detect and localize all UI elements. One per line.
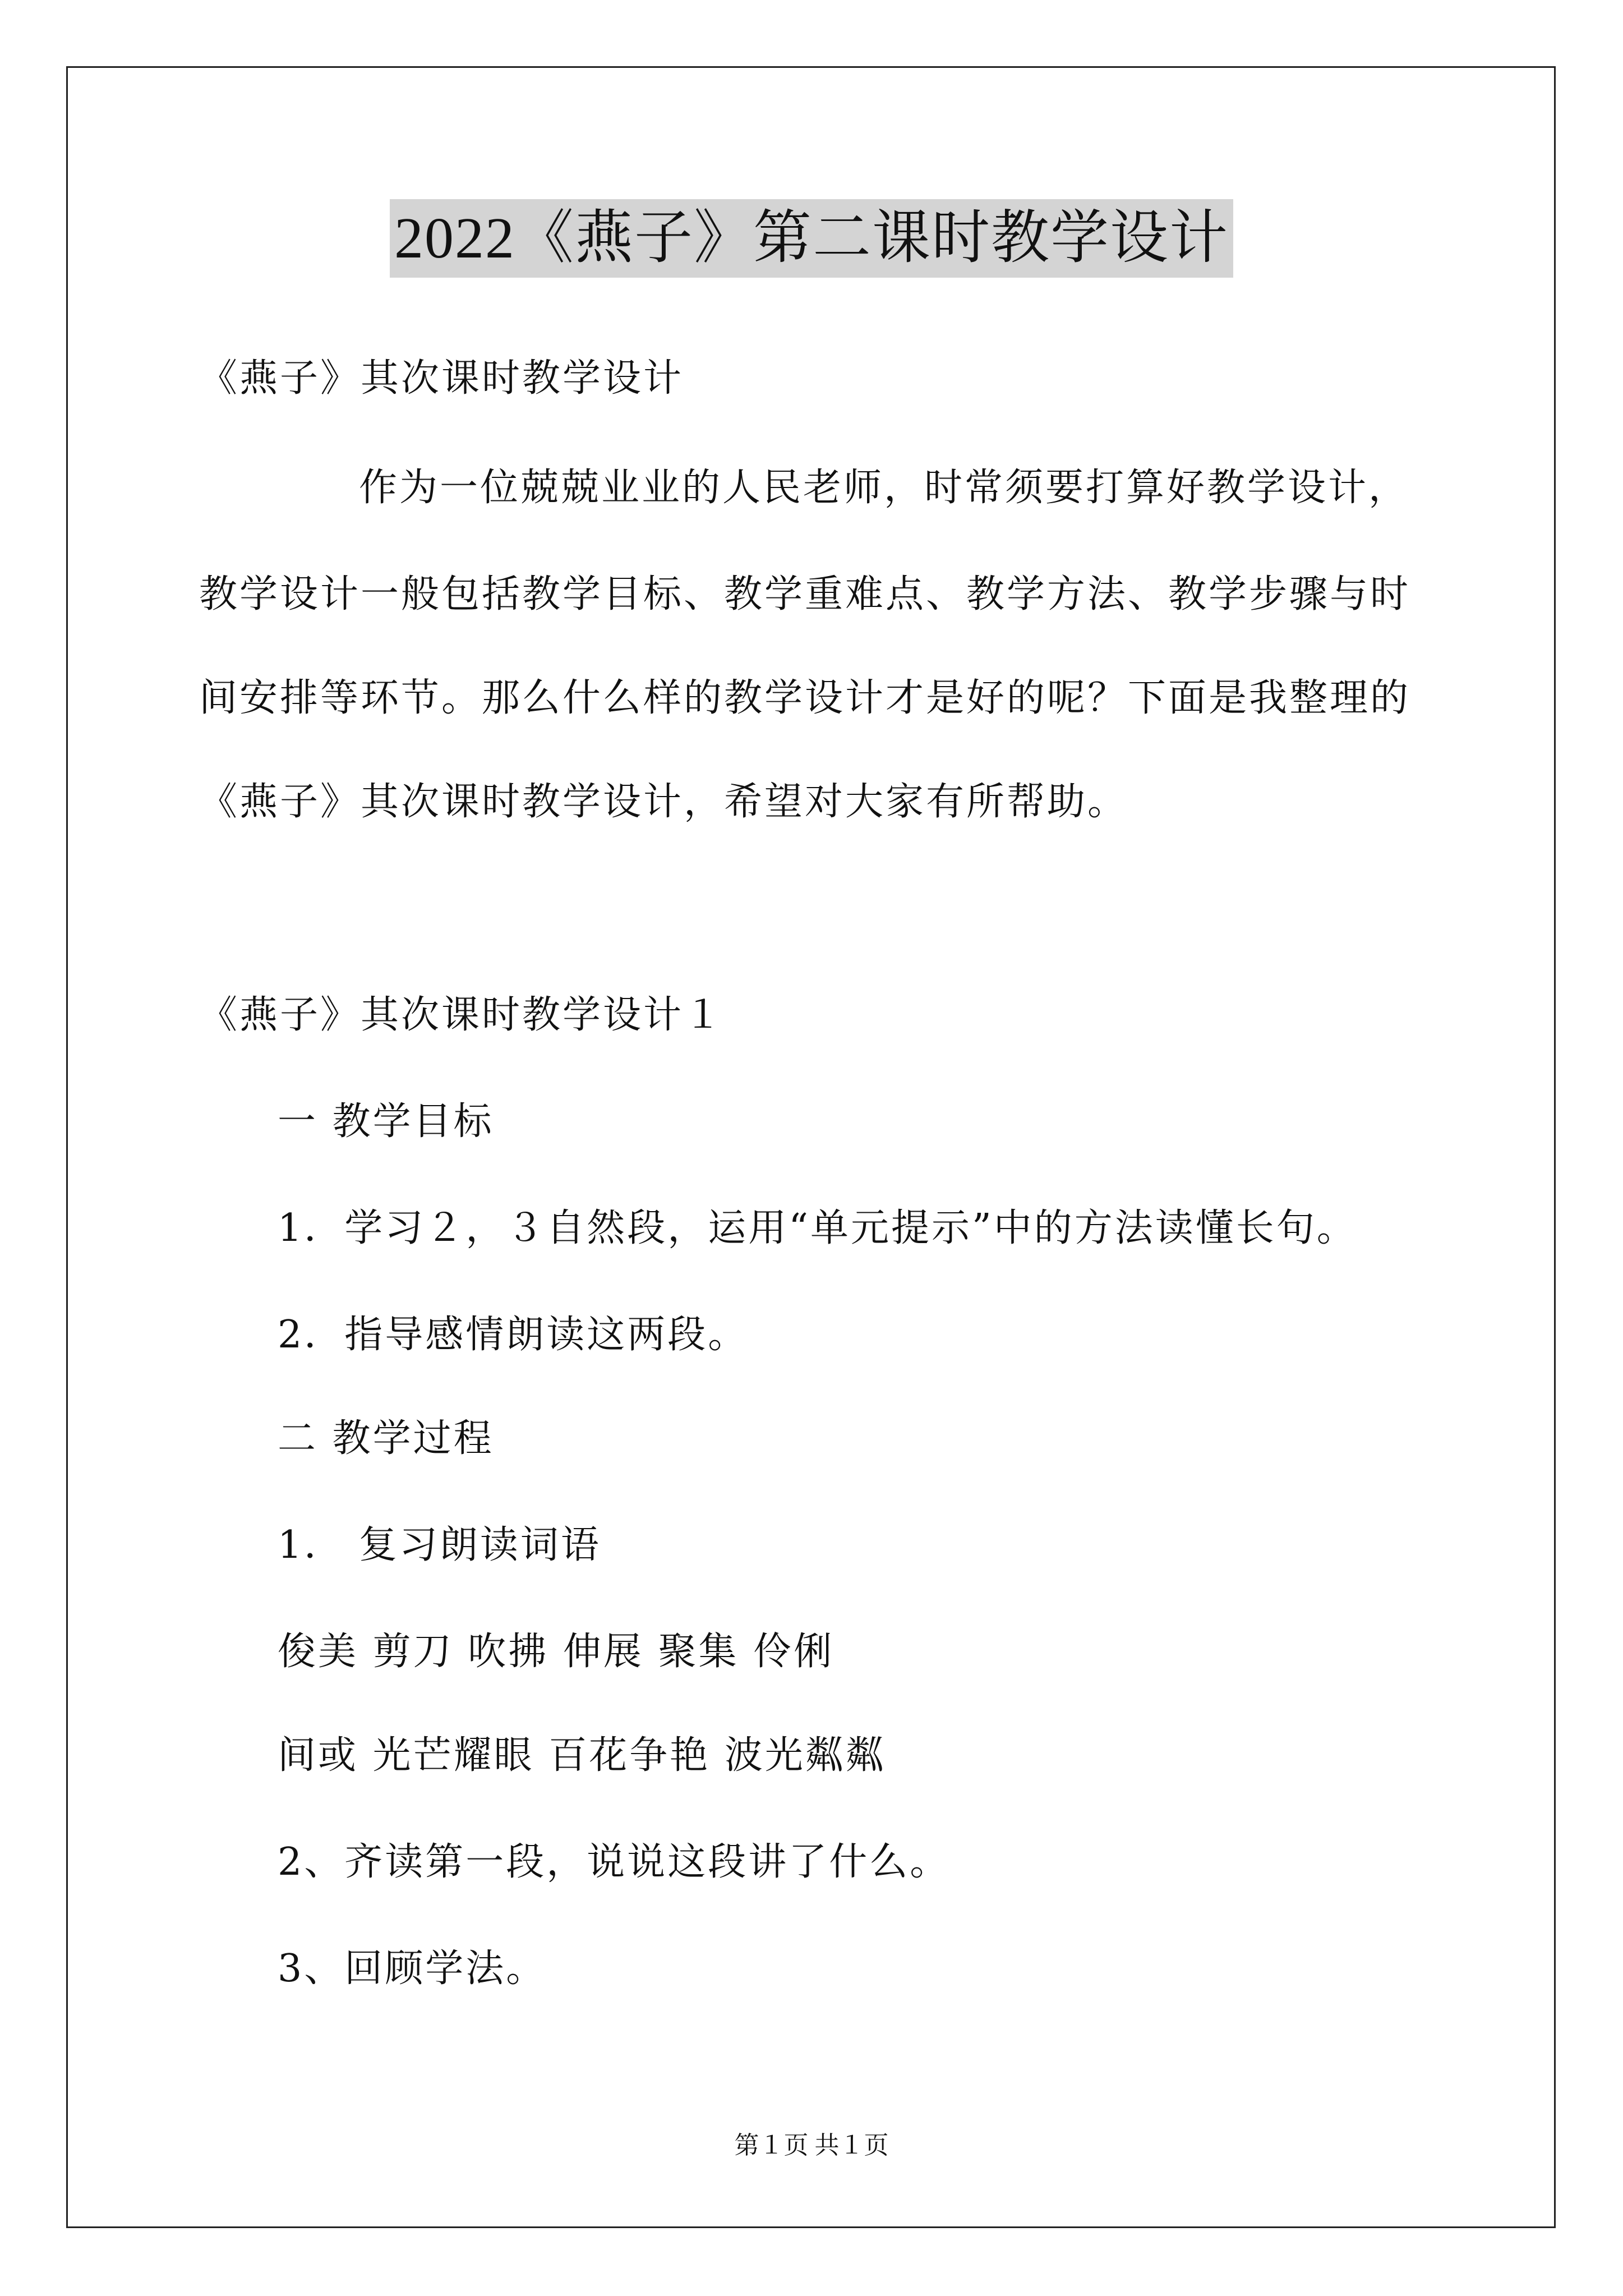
document-title: 2022《燕子》第二课时教学设计 [390,199,1233,278]
title-container [0,199,1623,278]
intro-paragraph-line-3: 间安排等环节。那么什么样的教学设计才是好的呢？下面是我整理的 [199,676,1411,720]
intro-paragraph-line-2: 教学设计一般包括教学目标、教学重难点、教学方法、教学步骤与时 [199,572,1411,616]
page-footer: 第１页 共１页 [734,2132,889,2159]
intro-paragraph-line-1: 作为一位兢兢业业的人民老师，时常须要打算好教学设计， [359,466,1409,510]
heading-teaching-goals: 一 教学目标 [278,1099,494,1144]
process-step-2: 2、齐读第一段，说说这段讲了什么。 [278,1840,951,1884]
section-title: 《燕子》其次课时教学设计１ [199,993,725,1037]
process-step-1: 1． 复习朗读词语 [278,1523,601,1567]
vocabulary-line-1: 俊美 剪刀 吹拂 伸展 聚集 伶俐 [278,1630,834,1674]
vocabulary-line-2: 间或 光芒耀眼 百花争艳 波光粼粼 [278,1733,886,1778]
document-subtitle: 《燕子》其次课时教学设计 [199,356,684,401]
process-step-3: 3、回顾学法。 [278,1947,547,1991]
intro-paragraph-line-4: 《燕子》其次课时教学设计，希望对大家有所帮助。 [199,780,1128,824]
heading-teaching-process: 二 教学过程 [278,1416,494,1461]
goal-item-1: 1．学习２，３自然段，运用“单元提示”中的方法读懂长句。 [278,1206,1357,1250]
goal-item-2: 2．指导感情朗读这两段。 [278,1313,749,1357]
